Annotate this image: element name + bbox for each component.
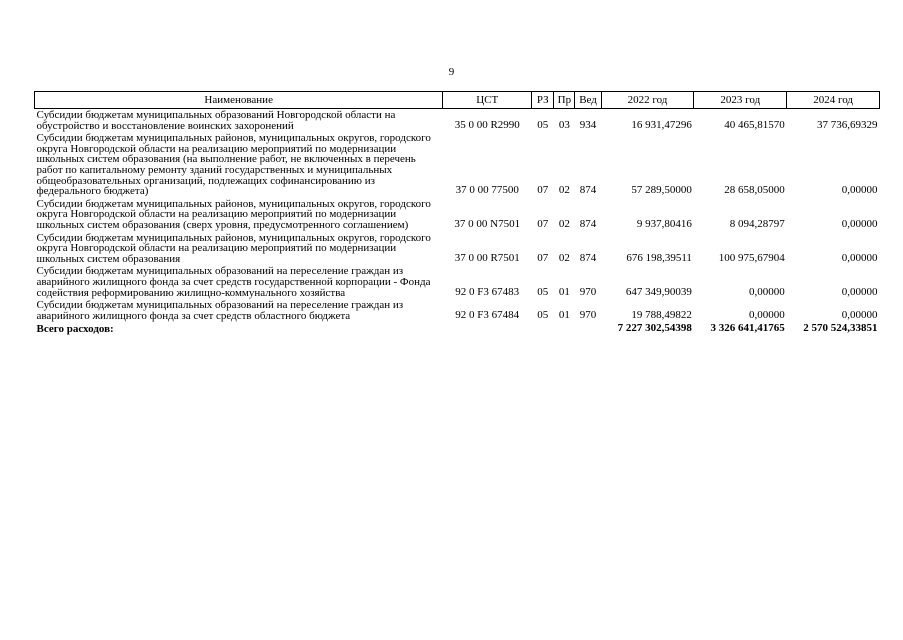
row-2022: 9 937,80416 <box>636 217 692 230</box>
row-rz: 05 <box>537 308 549 321</box>
total-row <box>35 322 880 336</box>
row-rz: 07 <box>537 217 549 230</box>
header-2022: 2022 год <box>601 92 694 109</box>
row-rz: 05 <box>537 118 549 131</box>
row-rz: 05 <box>537 285 549 298</box>
row-cst: 35 0 00 R2990 <box>454 118 520 131</box>
row-rz: 07 <box>537 184 549 197</box>
header-cst: ЦСТ <box>443 92 532 109</box>
row-cst: 37 0 00 R7501 <box>454 251 520 264</box>
header-rz: РЗ <box>532 92 554 109</box>
row-rz: 07 <box>537 251 549 264</box>
row-name: Субсидии бюджетам муниципальных образований Новгородской области на обустройство и восстановление воинских захоронений <box>36 109 396 132</box>
row-name: Субсидии бюджетам муниципальных районов, муниципальных округов, городского округа Новгородской области на реализацию мероприятий по модернизации школьных систем образования <box>36 231 431 265</box>
row-cst: 37 0 00 77500 <box>455 184 519 197</box>
row-pr: 03 <box>558 118 570 131</box>
row-pr: 02 <box>558 251 570 264</box>
row-2024: 0,00000 <box>841 285 878 298</box>
total-2022: 7 227 302,54398 <box>617 322 692 335</box>
header-2024: 2024 год <box>787 92 880 109</box>
row-2022: 676 198,39511 <box>626 251 692 264</box>
table-row <box>35 132 880 198</box>
row-2024: 0,00000 <box>841 308 878 321</box>
row-2022: 647 349,90039 <box>625 285 692 298</box>
row-ved: 970 <box>579 285 597 298</box>
row-2022: 57 289,50000 <box>631 184 692 197</box>
page-number: 9 <box>448 66 455 78</box>
table-row <box>35 299 880 322</box>
budget-table <box>34 91 880 336</box>
header-2023: 2023 год <box>694 92 787 109</box>
total-2023: 3 326 641,41765 <box>710 322 785 335</box>
row-cst: 92 0 F3 67484 <box>455 308 520 321</box>
row-2023: 40 465,81570 <box>724 118 785 131</box>
row-2024: 0,00000 <box>841 251 878 264</box>
row-2023: 0,00000 <box>748 308 785 321</box>
row-ved: 874 <box>579 184 597 197</box>
row-2024: 0,00000 <box>841 184 878 197</box>
header-name: Наименование <box>35 92 443 109</box>
row-ved: 970 <box>579 308 597 321</box>
row-cst: 92 0 F3 67483 <box>455 285 520 298</box>
row-name: Субсидии бюджетам муниципальных образований на переселение граждан из аварийного жилищного фонда за счет средств областного бюджета <box>36 299 404 322</box>
row-name: Субсидии бюджетам муниципальных районов, муниципальных округов, городского округа Новгородской области на реализацию мероприятий по модернизации школьных систем образования (на выполнение работ, не включенных в перечень работ по капитальному ремонту зданий государственных и муниципальных общеобразовательных организаций, подлежащих софинансированию из федерального бюджета) <box>36 132 431 198</box>
row-pr: 02 <box>558 217 570 230</box>
row-name: Субсидии бюджетам муниципальных образований на переселение граждан из аварийного жилищного фонда за счет средств государственной корпорации - Фонда содействия реформированию жилищно-коммунального хозяйства <box>36 265 431 299</box>
total-2024: 2 570 524,33851 <box>803 322 878 335</box>
row-pr: 02 <box>558 184 570 197</box>
row-ved: 934 <box>579 118 597 131</box>
row-2022: 16 931,47296 <box>631 118 692 131</box>
row-pr: 01 <box>558 308 570 321</box>
row-2023: 0,00000 <box>748 285 785 298</box>
table-row <box>35 198 880 232</box>
table-row <box>35 109 880 133</box>
row-2023: 100 975,67904 <box>718 251 785 264</box>
row-name: Субсидии бюджетам муниципальных районов, муниципальных округов, городского округа Новгородской области на реализацию мероприятий по модернизации школьных систем образования (сверх уровня, предусмотренного соглашением) <box>36 197 431 231</box>
row-cst: 37 0 00 N7501 <box>454 217 521 230</box>
row-pr: 01 <box>558 285 570 298</box>
row-2024: 0,00000 <box>841 217 878 230</box>
table-row <box>35 232 880 266</box>
row-ved: 874 <box>579 217 597 230</box>
header-ved: Вед <box>575 92 601 109</box>
row-2023: 8 094,28797 <box>729 217 785 230</box>
row-2023: 28 658,05000 <box>724 184 785 197</box>
header-pr: Пр <box>554 92 575 109</box>
row-ved: 874 <box>579 251 597 264</box>
table-row <box>35 265 880 299</box>
row-2024: 37 736,69329 <box>817 118 878 131</box>
row-2022: 19 788,49822 <box>631 308 692 321</box>
table-header-row <box>35 92 880 109</box>
total-label: Всего расходов: <box>36 323 114 336</box>
